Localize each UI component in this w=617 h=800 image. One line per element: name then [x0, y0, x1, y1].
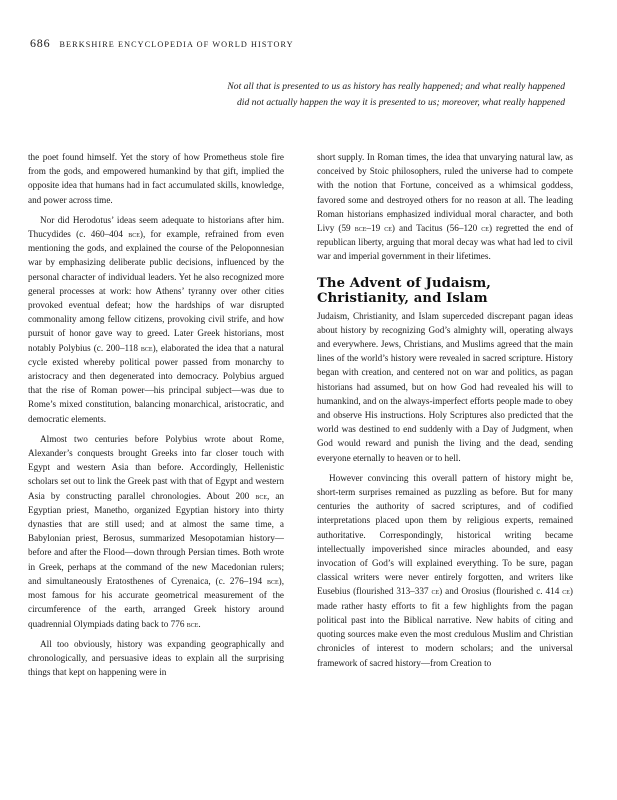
page-number: 686: [30, 36, 51, 50]
running-head: [30, 36, 294, 51]
paragraph: However convincing this overall pattern of history might be, short-term surprises remained as puzzling as before. But for many centuries the authority of sacred scriptures, and of codified interpretations placed upon them by religious experts, remained authoritative. Correspondingly, historical writing became intellectually impoverished since miracles abounded, and easy invocation of God’s will explained everything. To be sure, pagan classical writers were never entirely forgotten, and writers like Eusebius (flourished 313–337 ce) and Orosius (flourished c. 414 ce) made rather hasty efforts to fit a few highlights from the pagan political past into the Biblical narrative. New habits of citing and quoting sources make even the most credulous Muslim and Christian chronicles of interest to modern scholars; and the universal framework of sacred history—from Creation to: [317, 472, 573, 668]
era-abbr: bce: [140, 342, 153, 353]
era-abbr: bce: [255, 490, 267, 501]
paragraph: Almost two centuries before Polybius wrote about Rome, Alexander’s conquests brought Greeks into far closer touch with Egypt and western Asia than before. Accordingly, Hellenistic scholars set out to link the Greek past with that of Egypt and western Asia by constructing parallel chronologies. About 200 bce, an Egyptian priest, Manetho, organized Egyptian history into thirty dynasties that are still used; and at almost the same time, a Babylonian priest, Berosus, summarized Mesopotamian history—before and after the Flood—down through Persian times. Both wrote in Greek, perhaps at the command of the new Macedonian rulers; and simultaneously Eratosthenes of Cyrenaica, (c. 276–194 bce), most famous for his accurate geometrical measurement of the circumference of the earth, arranged Greek history around quadrennial Olympiads dating back to 776 bce.: [28, 433, 284, 629]
epigraph-line-2: did not actually happen the way it is presented to us; moreover, what really happened: [237, 97, 565, 108]
paragraph: short supply. In Roman times, the idea that unvarying natural law, as conceived by Stoic philosophers, ruled the universe had to compete with the notion that Fortune, conceived as a whimsical goddess, favored some and destroyed others for no reason at all. The leading Roman historians emphasized individual moral character, and both Livy (59 bce–19 ce) and Tacitus (56–120 ce) regretted the end of republican liberty, arguing that moral decay was what had led to civil war and imperial government in their lifetimes.: [317, 152, 573, 262]
era-abbr: ce: [384, 223, 392, 234]
paragraph: Nor did Herodotus’ ideas seem adequate to historians after him. Thucydides (c. 460–404 bce), for example, refrained from even mentioning the gods, and explained the course of the Peloponnesian war by emphasizing deliberate public decisions, influenced by the personal character of individual leaders. Yet he also recognized more general processes at work: how Athens’ tyranny over other cities provoked eventual defeat; how the hardships of war disrupted commonality among fellow citizens, provoking civil strife, and how pursuit of honor gave way to greed. Later Greek historians, most notably Polybius (c. 200–118 bce), elaborated the idea that a natural cycle existed whereby political power passed from monarchy to aristocracy and then degenerated into democracy. Polybius argued that the rise of Roman power—his principal subject—was due to Rome’s mixed constitution, balancing monarchical, aristocratic, and democratic elements.: [28, 214, 284, 424]
era-abbr: bce: [186, 618, 199, 629]
era-abbr: bce: [266, 575, 279, 586]
epigraph-line-1: Not all that is presented to us as history has really happened; and what really happened: [227, 81, 565, 92]
right-column: [317, 150, 573, 676]
paragraph: Judaism, Christianity, and Islam superceded discrepant pagan ideas about history by recognizing God’s almighty will, operating always and everywhere. Jews, Christians, and Muslims agreed that the main lines of the world’s history were revealed in sacred scripture. History began with creation, and centered not on war and politics, as pagan historians had assumed, but on how God had revealed his will to humankind, and on the always-imperfect efforts people made to obey and observe His instructions. Holy Scriptures also predicted that the world was destined to end suddenly with a Day of Judgment, when God would reward and punish the living and the dead, sending everyone eternally to heaven or to hell.: [317, 310, 573, 463]
era-abbr: ce: [481, 223, 489, 234]
left-column: [28, 150, 284, 685]
section-heading: The Advent of Judaism, Christianity, and Islam: [317, 275, 491, 306]
epigraph: [145, 79, 565, 111]
publication-title: BERKSHIRE ENCYCLOPEDIA OF WORLD HISTORY: [59, 40, 294, 49]
era-abbr: ce: [562, 586, 570, 597]
era-abbr: ce: [431, 586, 440, 597]
paragraph: All too obviously, history was expanding geographically and chronologically, and persuasive ideas to explain all the surprising things that kept on happening were in: [28, 638, 284, 678]
paragraph: the poet found himself. Yet the story of how Prometheus stole fire from the gods, and empowered humankind by that gift, implied the opposite idea that humans had in fact accumulated skills, knowledge, and power across time.: [28, 152, 284, 205]
era-abbr: bce: [128, 229, 140, 240]
era-abbr: bce: [354, 223, 367, 234]
